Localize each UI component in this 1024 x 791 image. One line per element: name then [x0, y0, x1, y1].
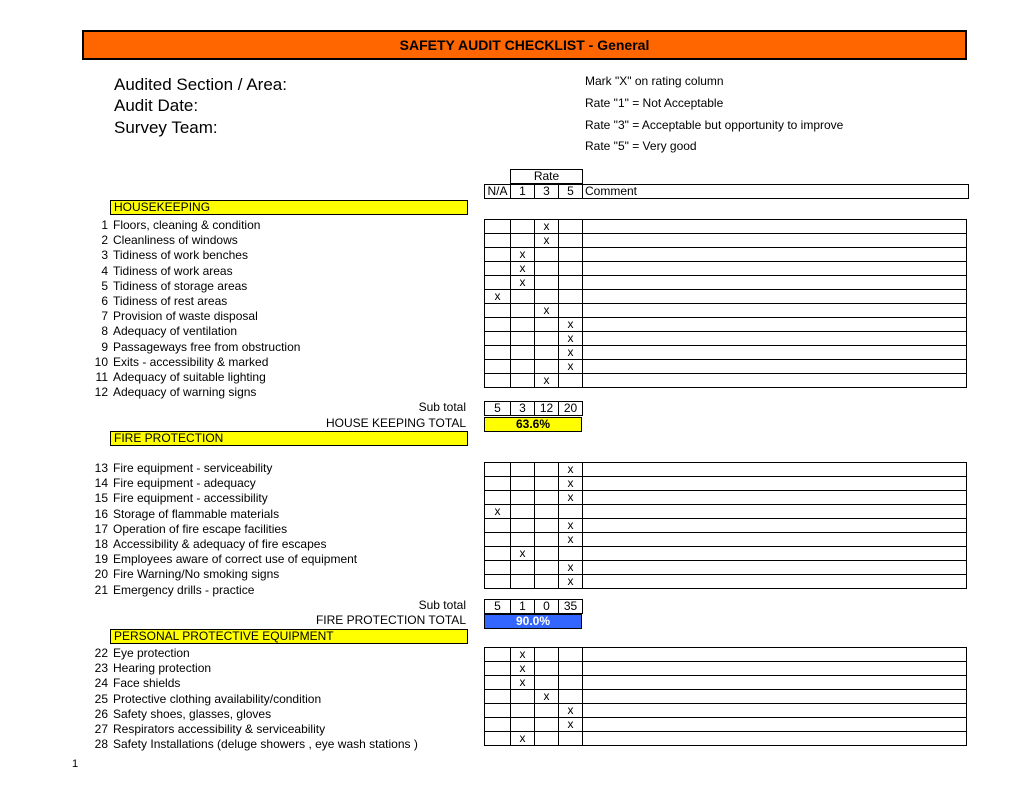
rating-cell[interactable] — [559, 732, 583, 746]
rating-cell[interactable]: x — [511, 262, 535, 276]
table-row — [485, 234, 967, 248]
table-row — [485, 547, 967, 561]
rating-cell[interactable]: x — [559, 491, 583, 505]
rating-cell[interactable]: x — [535, 690, 559, 704]
rate-header: Rate — [511, 170, 583, 184]
comment-cell[interactable] — [583, 318, 967, 332]
instruction-mark: Mark "X" on rating column — [585, 74, 724, 88]
item-label: Fire equipment - serviceability — [113, 461, 273, 475]
rating-cell[interactable] — [559, 505, 583, 519]
item-number: 25 — [94, 691, 108, 706]
rating-cell[interactable] — [485, 318, 511, 332]
item-label: Face shields — [113, 676, 181, 691]
rating-cell[interactable] — [535, 704, 559, 718]
comment-cell[interactable] — [583, 332, 967, 346]
comment-cell[interactable] — [583, 718, 967, 732]
rating-cell[interactable] — [559, 290, 583, 304]
item-number: 1 — [101, 218, 108, 232]
comment-cell[interactable] — [583, 304, 967, 318]
rating-cell[interactable] — [485, 547, 511, 561]
subtotal-cell: 12 — [535, 402, 559, 416]
item-label: Exits - accessibility & marked — [113, 354, 269, 369]
subtotal-cell: 3 — [511, 402, 535, 416]
rating-cell[interactable] — [559, 248, 583, 262]
rating-cell[interactable]: x — [511, 547, 535, 561]
rating-cell[interactable] — [535, 332, 559, 346]
section-header: PERSONAL PROTECTIVE EQUIPMENT — [110, 629, 468, 644]
table-row — [485, 732, 967, 746]
item-label: Tidiness of storage areas — [113, 278, 248, 293]
subtotal-cell: 1 — [511, 599, 535, 613]
comment-cell[interactable] — [583, 276, 967, 290]
rating-cell[interactable] — [485, 519, 511, 533]
rating-cell[interactable] — [485, 248, 511, 262]
rating-cell[interactable] — [485, 346, 511, 360]
rating-cell[interactable] — [485, 718, 511, 732]
rating-cell[interactable]: x — [559, 463, 583, 477]
rating-cell[interactable] — [485, 676, 511, 690]
rate-header-box — [510, 169, 583, 184]
item-label: Fire equipment - adequacy — [113, 476, 256, 491]
table-row — [485, 463, 967, 477]
rating-cell[interactable] — [511, 519, 535, 533]
item-number: 11 — [95, 370, 108, 384]
rating-cell[interactable] — [535, 318, 559, 332]
rating-cell[interactable] — [535, 662, 559, 676]
comment-cell[interactable] — [583, 234, 967, 248]
rating-cell[interactable] — [511, 575, 535, 589]
item-number: 4 — [101, 263, 108, 278]
section-total-value: 90.0% — [484, 614, 582, 629]
rating-cell[interactable]: x — [559, 360, 583, 374]
rating-cell[interactable] — [485, 360, 511, 374]
table-row — [485, 519, 967, 533]
comment-cell[interactable] — [583, 220, 967, 234]
rating-cell[interactable] — [559, 234, 583, 248]
rating-cell[interactable]: x — [511, 276, 535, 290]
instruction-rate-3: Rate "3" = Acceptable but opportunity to improve — [585, 118, 844, 132]
rating-cell[interactable] — [485, 262, 511, 276]
rating-cell[interactable] — [485, 704, 511, 718]
rating-cell[interactable] — [535, 533, 559, 547]
rating-cell[interactable]: x — [559, 477, 583, 491]
rating-cell[interactable]: x — [559, 332, 583, 346]
rating-cell[interactable] — [535, 519, 559, 533]
table-row — [485, 491, 967, 505]
rating-cell[interactable] — [535, 718, 559, 732]
col-1: 1 — [511, 185, 535, 199]
item-label: Passageways free from obstruction — [113, 339, 301, 354]
rating-cell[interactable] — [559, 662, 583, 676]
rating-cell[interactable] — [535, 575, 559, 589]
rating-cell[interactable] — [559, 276, 583, 290]
rating-cell[interactable]: x — [535, 304, 559, 318]
table-row — [485, 262, 967, 276]
rating-cell[interactable]: x — [485, 290, 511, 304]
rating-cell[interactable] — [511, 346, 535, 360]
rating-cell[interactable] — [511, 463, 535, 477]
column-header-row — [484, 184, 969, 199]
item-number: 6 — [101, 294, 108, 308]
table-row — [485, 276, 967, 290]
item-label: Cleanliness of windows — [113, 233, 238, 248]
rating-cell[interactable] — [485, 276, 511, 290]
item-label: Fire equipment - accessibility — [113, 491, 268, 506]
rating-cell[interactable] — [511, 690, 535, 704]
rating-cell[interactable] — [485, 533, 511, 547]
rating-cell[interactable] — [535, 648, 559, 662]
item-label: Respirators accessibility & serviceability — [113, 722, 326, 736]
rating-cell[interactable] — [559, 374, 583, 388]
item-label: Fire Warning/No smoking signs — [113, 567, 280, 582]
comment-cell[interactable] — [583, 547, 967, 561]
rating-cell[interactable] — [535, 346, 559, 360]
table-row — [485, 718, 967, 732]
table-row — [485, 220, 967, 234]
survey-team-label: Survey Team: — [114, 118, 218, 137]
rating-cell[interactable]: x — [559, 575, 583, 589]
rating-cell[interactable] — [485, 304, 511, 318]
subtotal-label: Sub total — [418, 597, 466, 612]
item-number: 23 — [94, 661, 108, 676]
item-number: 19 — [94, 552, 108, 567]
rating-cell[interactable]: x — [511, 732, 535, 746]
comment-cell[interactable] — [583, 519, 967, 533]
table-row — [485, 575, 967, 589]
rating-cell[interactable] — [559, 648, 583, 662]
item-label: Employees aware of correct use of equipment — [113, 552, 358, 567]
section-total-value: 63.6% — [484, 417, 582, 432]
item-label: Storage of flammable materials — [113, 506, 280, 521]
item-number: 18 — [94, 537, 108, 551]
table-row — [485, 477, 967, 491]
col-comment: Comment — [583, 185, 969, 199]
rating-cell[interactable] — [559, 304, 583, 318]
rating-cell[interactable]: x — [559, 519, 583, 533]
rating-cell[interactable] — [511, 360, 535, 374]
rating-cell[interactable] — [511, 332, 535, 346]
col-5: 5 — [559, 185, 583, 199]
rating-table — [484, 219, 967, 388]
table-row — [485, 704, 967, 718]
rating-cell[interactable] — [535, 290, 559, 304]
item-number: 8 — [101, 324, 108, 339]
item-number: 2 — [101, 233, 108, 248]
table-row — [485, 561, 967, 575]
rating-cell[interactable] — [535, 360, 559, 374]
rating-cell[interactable] — [535, 477, 559, 491]
rating-cell[interactable] — [485, 491, 511, 505]
rating-cell[interactable] — [511, 561, 535, 575]
rating-cell[interactable] — [485, 374, 511, 388]
item-number: 3 — [101, 248, 108, 263]
item-label: Safety Installations (deluge showers , eye wash stations ) — [113, 737, 418, 752]
subtotal-cell: 5 — [485, 599, 511, 613]
item-label: Hearing protection — [113, 661, 212, 676]
rating-cell[interactable] — [485, 575, 511, 589]
rating-cell[interactable]: x — [511, 662, 535, 676]
table-row — [485, 648, 967, 662]
rating-cell[interactable] — [559, 690, 583, 704]
item-number: 12 — [94, 385, 108, 400]
rating-cell[interactable] — [485, 561, 511, 575]
comment-cell[interactable] — [583, 374, 967, 388]
rating-cell[interactable] — [535, 676, 559, 690]
table-row — [485, 360, 967, 374]
rating-cell[interactable]: x — [559, 318, 583, 332]
subtotal-cell: 0 — [535, 599, 559, 613]
audit-date-label: Audit Date: — [114, 96, 199, 115]
table-row — [485, 505, 967, 519]
subtotal-row — [484, 401, 583, 416]
item-number: 14 — [94, 476, 108, 491]
item-number: 7 — [101, 309, 108, 324]
comment-cell[interactable] — [583, 248, 967, 262]
rating-cell[interactable] — [511, 491, 535, 505]
rating-cell[interactable] — [485, 332, 511, 346]
rating-cell[interactable] — [485, 662, 511, 676]
rating-cell[interactable] — [535, 491, 559, 505]
rating-cell[interactable] — [511, 304, 535, 318]
comment-cell[interactable] — [583, 690, 967, 704]
comment-cell[interactable] — [583, 477, 967, 491]
rating-cell[interactable] — [535, 547, 559, 561]
table-row — [485, 304, 967, 318]
item-label: Protective clothing availability/condition — [113, 691, 322, 706]
rating-cell[interactable] — [511, 290, 535, 304]
table-row — [485, 248, 967, 262]
subtotal-label: Sub total — [418, 400, 466, 415]
rating-cell[interactable] — [485, 220, 511, 234]
comment-cell[interactable] — [583, 505, 967, 519]
rating-cell[interactable] — [535, 732, 559, 746]
rating-cell[interactable]: x — [559, 704, 583, 718]
subtotal-cell: 5 — [485, 402, 511, 416]
item-label: Operation of fire escape facilities — [113, 521, 288, 536]
table-row — [485, 374, 967, 388]
rating-table — [484, 647, 967, 746]
comment-cell[interactable] — [583, 676, 967, 690]
item-number: 9 — [101, 339, 108, 354]
comment-cell[interactable] — [583, 346, 967, 360]
comment-cell[interactable] — [583, 533, 967, 547]
rating-cell[interactable] — [559, 676, 583, 690]
item-number: 24 — [94, 676, 108, 691]
page-number: 1 — [72, 758, 79, 770]
rating-cell[interactable] — [485, 234, 511, 248]
item-number: 28 — [94, 737, 108, 752]
rating-cell[interactable] — [535, 505, 559, 519]
section-header: FIRE PROTECTION — [110, 431, 468, 446]
rating-cell[interactable]: x — [559, 561, 583, 575]
item-number: 10 — [94, 354, 108, 369]
item-label: Adequacy of suitable lighting — [113, 370, 266, 384]
rating-cell[interactable] — [511, 220, 535, 234]
rating-cell[interactable] — [535, 276, 559, 290]
rating-cell[interactable] — [485, 732, 511, 746]
table-row — [485, 346, 967, 360]
rating-cell[interactable]: x — [559, 346, 583, 360]
comment-cell[interactable] — [583, 290, 967, 304]
rating-cell[interactable] — [559, 262, 583, 276]
table-row — [485, 332, 967, 346]
instruction-rate-5: Rate "5" = Very good — [585, 139, 697, 153]
item-number: 17 — [94, 521, 108, 536]
rating-cell[interactable] — [511, 318, 535, 332]
rating-cell[interactable]: x — [511, 676, 535, 690]
table-row — [485, 290, 967, 304]
section-header: HOUSEKEEPING — [110, 200, 468, 215]
comment-cell[interactable] — [583, 662, 967, 676]
section-total-label: HOUSE KEEPING TOTAL — [325, 415, 466, 430]
rating-cell[interactable] — [485, 477, 511, 491]
item-number: 26 — [94, 706, 108, 721]
item-number: 16 — [94, 506, 108, 521]
table-row — [485, 676, 967, 690]
item-number: 21 — [94, 582, 108, 597]
comment-cell[interactable] — [583, 648, 967, 662]
rating-cell[interactable]: x — [535, 374, 559, 388]
item-number: 20 — [94, 567, 108, 582]
item-label: Accessibility & adequacy of fire escapes — [113, 537, 327, 551]
item-label: Floors, cleaning & condition — [113, 218, 261, 232]
rating-cell[interactable]: x — [485, 505, 511, 519]
rating-cell[interactable] — [485, 463, 511, 477]
rating-cell[interactable] — [535, 262, 559, 276]
rating-cell[interactable] — [485, 648, 511, 662]
rating-cell[interactable]: x — [511, 648, 535, 662]
item-label: Tidiness of work areas — [113, 263, 233, 278]
rating-table — [484, 462, 967, 589]
rating-cell[interactable]: x — [535, 234, 559, 248]
comment-cell[interactable] — [583, 575, 967, 589]
table-row — [485, 318, 967, 332]
item-label: Adequacy of ventilation — [113, 324, 238, 339]
col-na: N/A — [485, 185, 511, 199]
rating-cell[interactable]: x — [559, 718, 583, 732]
rating-cell[interactable] — [511, 374, 535, 388]
item-label: Eye protection — [113, 646, 190, 660]
rating-cell[interactable]: x — [559, 533, 583, 547]
rating-cell[interactable] — [559, 220, 583, 234]
item-label: Tidiness of rest areas — [113, 294, 228, 308]
table-row — [485, 533, 967, 547]
rating-cell[interactable] — [535, 463, 559, 477]
subtotal-row — [484, 599, 583, 614]
comment-cell[interactable] — [583, 463, 967, 477]
comment-cell[interactable] — [583, 360, 967, 374]
rating-cell[interactable] — [559, 547, 583, 561]
comment-cell[interactable] — [583, 704, 967, 718]
item-number: 22 — [94, 646, 108, 660]
subtotal-cell: 35 — [559, 599, 583, 613]
comment-cell[interactable] — [583, 561, 967, 575]
audited-area-label: Audited Section / Area: — [114, 75, 287, 94]
rating-cell[interactable] — [485, 690, 511, 704]
subtotal-cell: 20 — [559, 402, 583, 416]
rating-cell[interactable] — [511, 477, 535, 491]
rating-cell[interactable] — [535, 561, 559, 575]
item-label: Tidiness of work benches — [113, 248, 248, 263]
rating-cell[interactable] — [535, 248, 559, 262]
item-label: Safety shoes, glasses, gloves — [113, 706, 272, 721]
table-row — [485, 662, 967, 676]
section-total-label: FIRE PROTECTION TOTAL — [315, 613, 466, 627]
item-number: 27 — [94, 722, 108, 736]
rating-cell[interactable]: x — [511, 248, 535, 262]
instruction-rate-1: Rate "1" = Not Acceptable — [585, 96, 724, 110]
rating-cell[interactable] — [511, 533, 535, 547]
rating-cell[interactable] — [511, 234, 535, 248]
rating-cell[interactable]: x — [535, 220, 559, 234]
comment-cell[interactable] — [583, 732, 967, 746]
comment-cell[interactable] — [583, 262, 967, 276]
item-number: 5 — [101, 278, 108, 293]
item-number: 13 — [94, 461, 108, 475]
table-row — [485, 690, 967, 704]
comment-cell[interactable] — [583, 491, 967, 505]
rating-cell[interactable] — [511, 718, 535, 732]
item-label: Provision of waste disposal — [113, 309, 258, 324]
rating-cell[interactable] — [511, 704, 535, 718]
item-label: Adequacy of warning signs — [113, 385, 257, 400]
item-number: 15 — [94, 491, 108, 506]
page-title: SAFETY AUDIT CHECKLIST - General — [82, 30, 967, 60]
rating-cell[interactable] — [511, 505, 535, 519]
item-label: Emergency drills - practice — [113, 582, 255, 597]
col-3: 3 — [535, 185, 559, 199]
